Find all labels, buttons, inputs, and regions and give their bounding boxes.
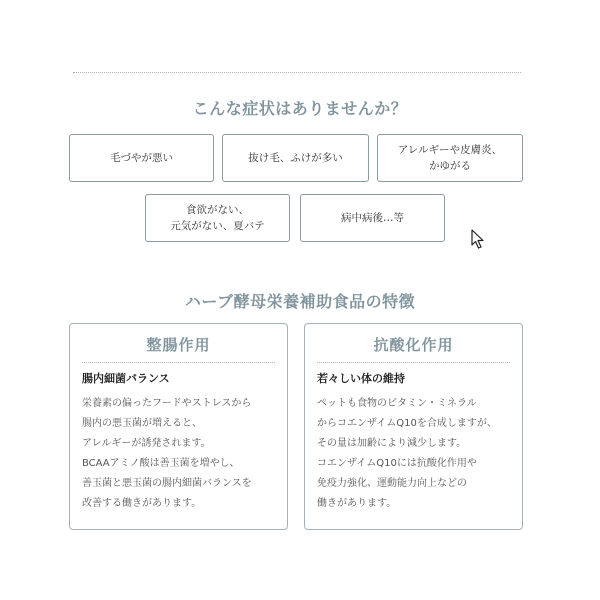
- card-body-line: BCAAアミノ酸は善玉菌を増やし、: [82, 458, 240, 469]
- card-divider: [82, 362, 275, 363]
- symptom-box: 病中病後…等: [300, 194, 445, 242]
- feature-card-intestinal: [69, 323, 288, 530]
- card-body-line: 働きがあります。: [317, 498, 397, 509]
- card-body-line: その量は加齢により減少します。: [317, 438, 467, 449]
- card-body-line: 腸内の悪玉菌が増えると、: [82, 418, 202, 429]
- card-title: 抗酸化作用: [373, 336, 454, 354]
- card-body-line: アレルギーが誘発されます。: [82, 438, 211, 449]
- symptoms-heading: こんな症状はありませんか？: [192, 99, 408, 118]
- symptom-box: 毛づやが悪い: [69, 134, 214, 182]
- card-body-line: ペットも食物のビタミン・ミネラル: [317, 398, 477, 409]
- card-body-line: 改善する働きがあります。: [82, 498, 202, 509]
- card-body-line: からコエンザイムQ10を合成しますが、: [317, 418, 497, 429]
- card-body: [82, 394, 281, 514]
- card-body-line: 善玉菌と悪玉菌の腸内細菌バランスを: [82, 478, 252, 489]
- feature-card-antioxidant: [304, 323, 523, 530]
- card-divider: [317, 362, 510, 363]
- mouse-cursor-icon: [471, 229, 485, 249]
- symptom-box: 食欲がない、 元気がない、夏バテ: [145, 194, 290, 242]
- symptom-box: 抜け毛、ふけが多い: [222, 134, 369, 182]
- features-heading: ハーブ酵母栄養補助食品の特徴: [184, 292, 416, 311]
- card-subtitle: 若々しい体の維持: [317, 372, 405, 385]
- symptom-box: アレルギーや皮膚炎、 かゆがる: [377, 134, 523, 182]
- card-body: [317, 394, 516, 514]
- card-subtitle: 腸内細菌バランス: [82, 372, 170, 385]
- card-body-line: コエンザイムQ10には抗酸化作用や: [317, 458, 477, 469]
- top-divider: [73, 72, 521, 73]
- card-body-line: 免疫力強化、運動能力向上などの: [317, 478, 467, 489]
- card-body-line: 栄養素の偏ったフードやストレスから: [82, 398, 252, 409]
- card-title: 整腸作用: [146, 336, 211, 354]
